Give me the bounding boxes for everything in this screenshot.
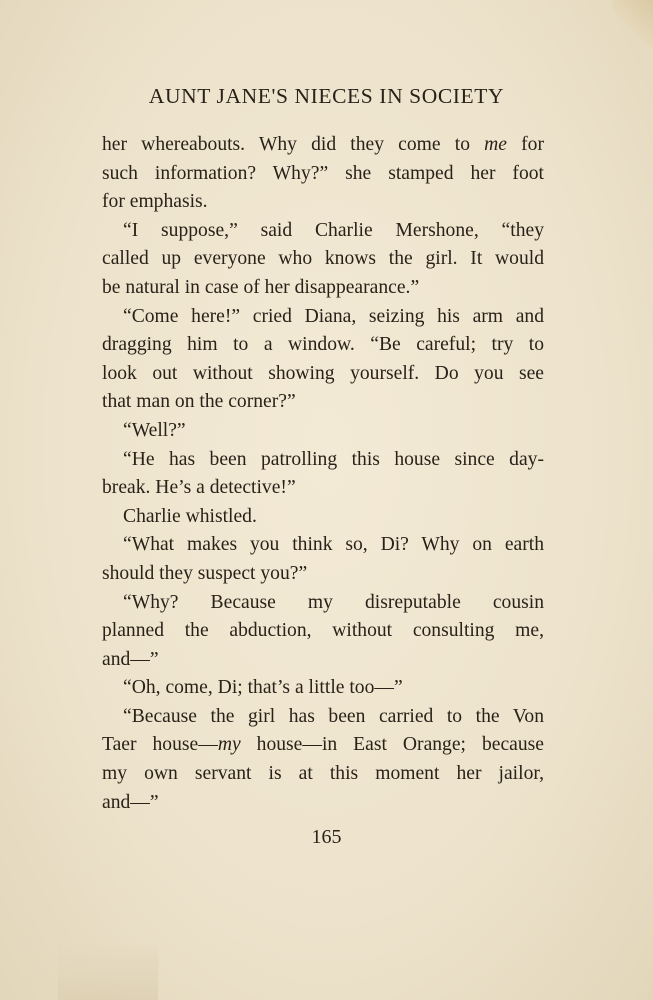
- text-line-11: “Well?”: [123, 419, 186, 441]
- text-line-23: my own servant is at this moment her jailor,: [102, 763, 544, 785]
- text-line-6: be natural in case of her disappearance.”: [102, 276, 420, 298]
- text-line-5: called up everyone who knows the girl. It would: [102, 248, 544, 270]
- page-number: 165: [311, 826, 342, 848]
- text-line-14: Charlie whistled.: [123, 505, 257, 527]
- line-22-emphasis: my: [217, 734, 241, 756]
- text-line-20: “Oh, come, Di; that’s a little too—”: [123, 677, 403, 699]
- page-corner-fold: [613, 0, 653, 52]
- text-line-13: break. He’s a detective!”: [102, 477, 296, 499]
- text-line-21: “Because the girl has been carried to the Von: [123, 705, 544, 727]
- body-text: [102, 131, 544, 817]
- text-line-7: “Come here!” cried Diana, seizing his arm and: [123, 305, 544, 327]
- line-22-part-1: Taer house—: [102, 734, 218, 756]
- text-line-17: “Why? Because my disreputable cousin: [123, 591, 544, 613]
- text-line-18: planned the abduction, without consulting me,: [102, 620, 544, 642]
- line-1-emphasis: me: [484, 134, 507, 155]
- text-line-1: [102, 131, 544, 160]
- text-line-2: such information? Why?” she stamped her foot: [102, 162, 544, 184]
- text-line-16: should they suspect you?”: [102, 562, 308, 584]
- text-line-22: [102, 731, 544, 760]
- text-line-10: that man on the corner?”: [102, 391, 296, 413]
- page-edge-wear: [58, 942, 158, 1000]
- line-1-part-3: for: [507, 134, 544, 155]
- line-1-part-1: her whereabouts. Why did they come to: [102, 134, 485, 155]
- text-line-8: dragging him to a window. “Be careful; try to: [102, 334, 544, 356]
- text-line-3: for emphasis.: [102, 191, 208, 213]
- text-line-19: and—”: [102, 648, 159, 670]
- text-line-4: “I suppose,” said Charlie Mershone, “they: [123, 219, 544, 241]
- line-22-part-3: house—in East Orange; because: [240, 734, 544, 756]
- text-line-24: and—”: [102, 791, 159, 813]
- running-head: AUNT JANE'S NIECES IN SOCIETY: [148, 84, 505, 108]
- text-line-9: look out without showing yourself. Do you see: [102, 362, 544, 384]
- text-line-15: “What makes you think so, Di? Why on earth: [123, 534, 544, 556]
- text-line-12: “He has been patrolling this house since day-: [123, 448, 544, 470]
